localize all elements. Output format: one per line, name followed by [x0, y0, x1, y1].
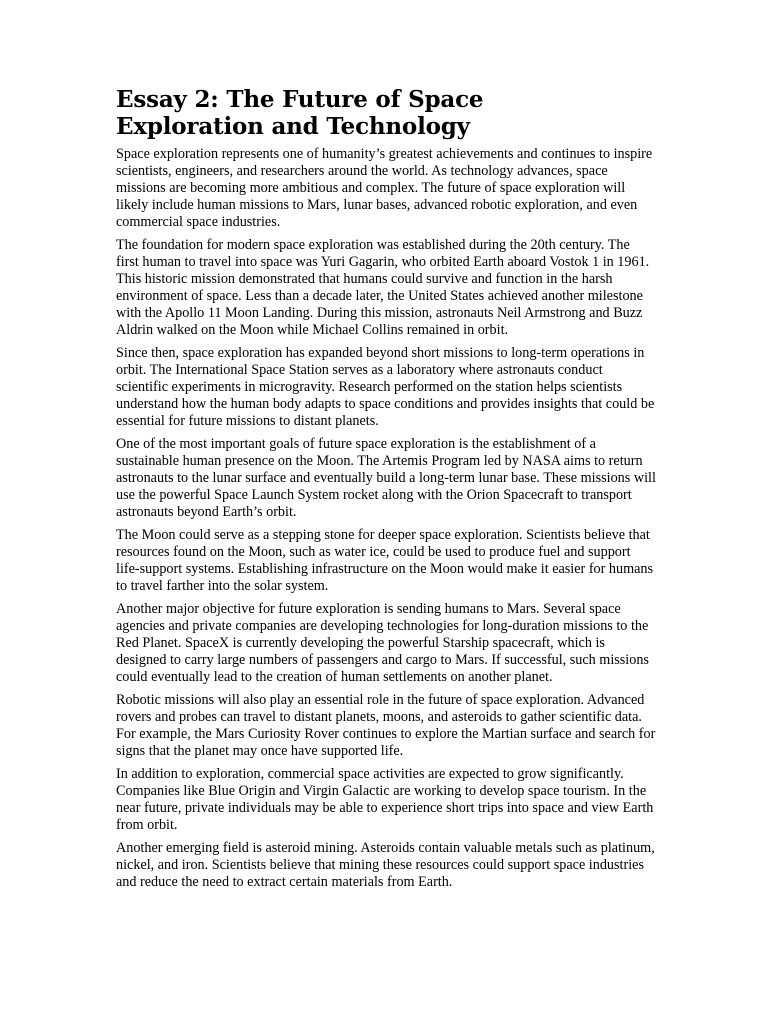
- paragraph-artemis: One of the most important goals of future space exploration is the establishment of a sustainable human presence on the Moon. The Artemis Program led by NASA aims to return astronauts to the lunar surface and eventually build a long-term lunar base. These missions will use the powerful Space Launch System rocket along with the Orion Spacecraft to transport astronauts beyond Earth’s orbit.: [116, 436, 656, 520]
- document-page: [116, 86, 656, 897]
- paragraph-asteroid-mining: Another emerging field is asteroid mining. Asteroids contain valuable metals such as platinum, nickel, and iron. Scientists believe that mining these resources could support space industries and reduce the need to extract certain materials from Earth.: [116, 840, 655, 890]
- paragraph-intro: Space exploration represents one of humanity’s greatest achievements and continues to inspire scientists, engineers, and researchers around the world. As technology advances, space missions are becoming more ambitious and complex. The future of space exploration will likely include human missions to Mars, lunar bases, advanced robotic exploration, and even commercial space industries.: [116, 146, 653, 230]
- title-line-1: Essay 2: The Future of Space: [116, 86, 484, 113]
- paragraph-robotic-missions: Robotic missions will also play an essential role in the future of space exploration. Advanced rovers and probes can travel to distant planets, moons, and asteroids to gather scientific data. For example, the Mars Curiosity Rover continues to explore the Martian surface and search for signs that the planet may once have supported life.: [116, 692, 656, 759]
- paragraph-commercial-space: In addition to exploration, commercial space activities are expected to grow significantly. Companies like Blue Origin and Virgin Galactic are working to develop space tourism. In the near future, private individuals may be able to experience short trips into space and view Earth from orbit.: [116, 766, 654, 833]
- paragraph-mars: Another major objective for future exploration is sending humans to Mars. Several space agencies and private companies are developing technologies for long-duration missions to the Red Planet. SpaceX is currently developing the powerful Starship spacecraft, which is designed to carry large numbers of passengers and cargo to Mars. If successful, such missions could eventually lead to the creation of human settlements on another planet.: [116, 601, 649, 685]
- paragraph-moon-stepping-stone: The Moon could serve as a stepping stone for deeper space exploration. Scientists believe that resources found on the Moon, such as water ice, could be used to produce fuel and support life-support systems. Establishing infrastructure on the Moon would make it easier for humans to travel farther into the solar system.: [116, 527, 654, 594]
- paragraph-foundation: The foundation for modern space exploration was established during the 20th century. The first human to travel into space was Yuri Gagarin, who orbited Earth aboard Vostok 1 in 1961. This historic mission demonstrated that humans could survive and function in the harsh environment of space. Less than a decade later, the United States achieved another milestone with the Apollo 11 Moon Landing. During this mission, astronauts Neil Armstrong and Buzz Aldrin walked on the Moon while Michael Collins remained in orbit.: [116, 237, 650, 338]
- document-title: [116, 86, 656, 140]
- title-line-2: Exploration and Technology: [116, 113, 470, 140]
- paragraph-iss: Since then, space exploration has expanded beyond short missions to long-term operations in orbit. The International Space Station serves as a laboratory where astronauts conduct scientific experiments in microgravity. Research performed on the station helps scientists understand how the human body adapts to space conditions and provides insights that could be essential for future missions to distant planets.: [116, 345, 655, 429]
